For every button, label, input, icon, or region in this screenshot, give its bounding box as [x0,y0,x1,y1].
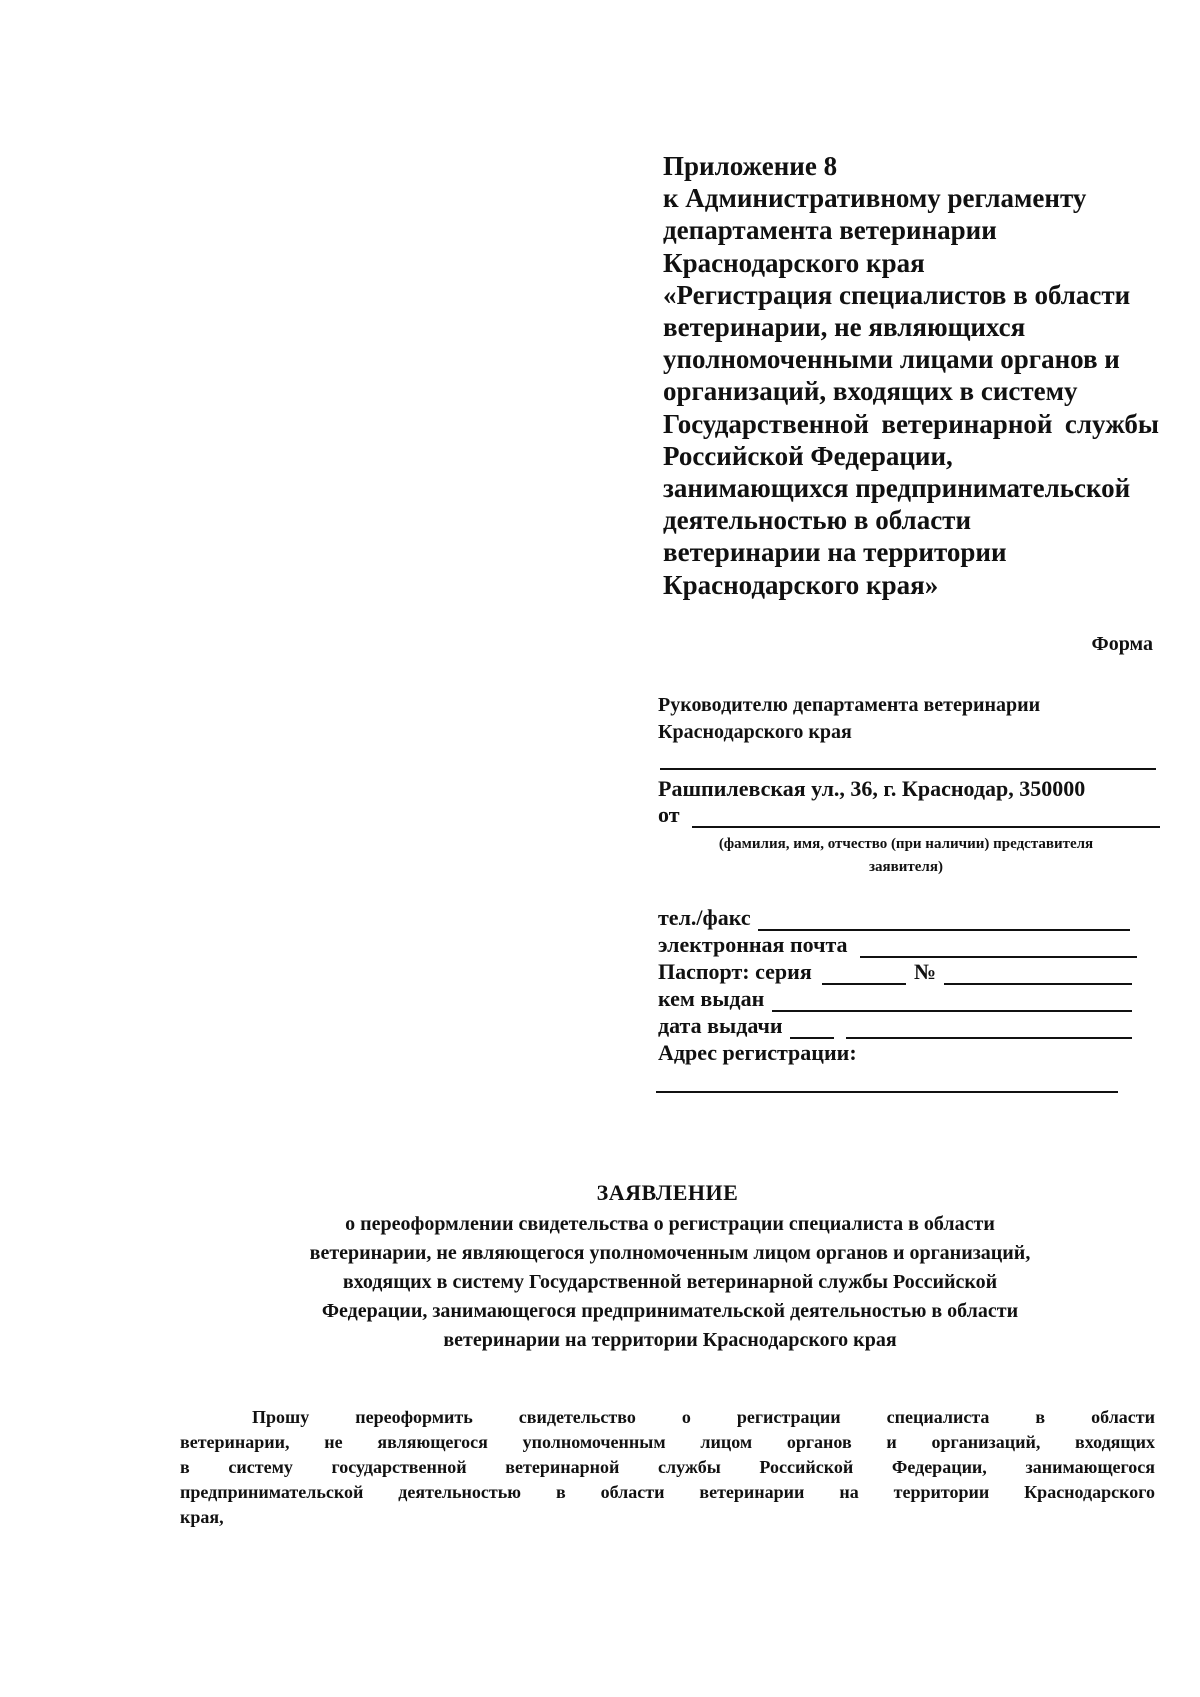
form-label: Форма [1091,633,1153,655]
email-field[interactable] [860,956,1137,958]
registration-address-field[interactable] [656,1091,1118,1093]
appendix-line: к Административному регламенту [663,183,1087,214]
appendix-line: «Регистрация специалистов в области [663,279,1131,310]
paragraph-line: в систему государственной ветеринарной службы Российской Федерации, занимающегося [180,1457,1155,1477]
registration-address-label: Адрес регистрации: [658,1040,857,1065]
from-caption [656,833,1156,879]
subtitle-line: ветеринарии на территории Краснодарского края [443,1329,897,1351]
from-label: от [658,802,680,827]
issue-date-field[interactable] [846,1037,1132,1039]
addressee-line: Руководителю департамента ветеринарии [658,694,1041,716]
issued-by-label: кем выдан [658,986,765,1011]
issue-date-day-field[interactable] [790,1037,834,1039]
document-title: ЗАЯВЛЕНИЕ [596,1180,739,1205]
issued-by-field[interactable] [772,1010,1132,1012]
subtitle-line: о переоформлении свидетельства о регистрации специалиста в области [345,1213,995,1235]
issue-date-label: дата выдачи [658,1013,783,1038]
from-name-field[interactable] [692,826,1160,828]
appendix-line: Государственной ветеринарной службы [663,408,1159,439]
appendix-line: Краснодарского края [663,247,925,278]
appendix-line: организаций, входящих в систему [663,376,1078,407]
paragraph-line: Прошу переоформить свидетельство о регистрации специалиста в области [252,1407,1155,1427]
passport-number-field[interactable] [944,983,1132,985]
passport-number-label: № [914,959,937,984]
addressee-line: Краснодарского края [658,721,852,743]
appendix-line: занимающихся предпринимательской [663,473,1131,504]
appendix-line: ветеринарии, не являющихся [663,312,1026,343]
appendix-block [663,150,1163,601]
appendix-line: деятельностью в области [663,505,971,536]
paragraph-line: предпринимательской деятельностью в области ветеринарии на территории Краснодарского [180,1482,1155,1502]
appendix-line: ветеринарии на территории [663,537,1007,568]
appendix-line: Российской Федерации, [663,440,953,471]
caption-line: (фамилия, имя, отчество (при наличии) представителя [718,836,1094,852]
passport-series-field[interactable] [822,983,906,985]
subtitle-line: ветеринарии, не являющегося уполномоченным лицом органов и организаций, [309,1242,1031,1264]
phone-label: тел./факс [658,905,751,930]
email-label: электронная почта [658,932,848,957]
address-text: Рашпилевская ул., 36, г. Краснодар, 350000 [658,776,1086,801]
paragraph-line: ветеринарии, не являющегося уполномоченным лицом органов и организаций, входящих [180,1432,1155,1452]
request-paragraph [180,1405,1155,1530]
subtitle-line: Федерации, занимающегося предпринимательской деятельностью в области [321,1300,1019,1322]
passport-series-label: Паспорт: серия [658,959,812,984]
caption-line: заявителя) [869,859,943,875]
addressee-block [658,692,1158,746]
addressee-blank-line[interactable] [660,768,1156,770]
phone-field[interactable] [758,929,1130,931]
subtitle-line: входящих в систему Государственной ветеринарной службы Российской [342,1271,998,1293]
appendix-line: Краснодарского края» [663,569,939,600]
appendix-line: уполномоченными лицами органов и [663,344,1120,375]
paragraph-line: края, [180,1507,224,1527]
document-subtitle [180,1210,1160,1355]
appendix-line: Приложение 8 [663,151,838,181]
appendix-line: департамента ветеринарии [663,215,997,246]
